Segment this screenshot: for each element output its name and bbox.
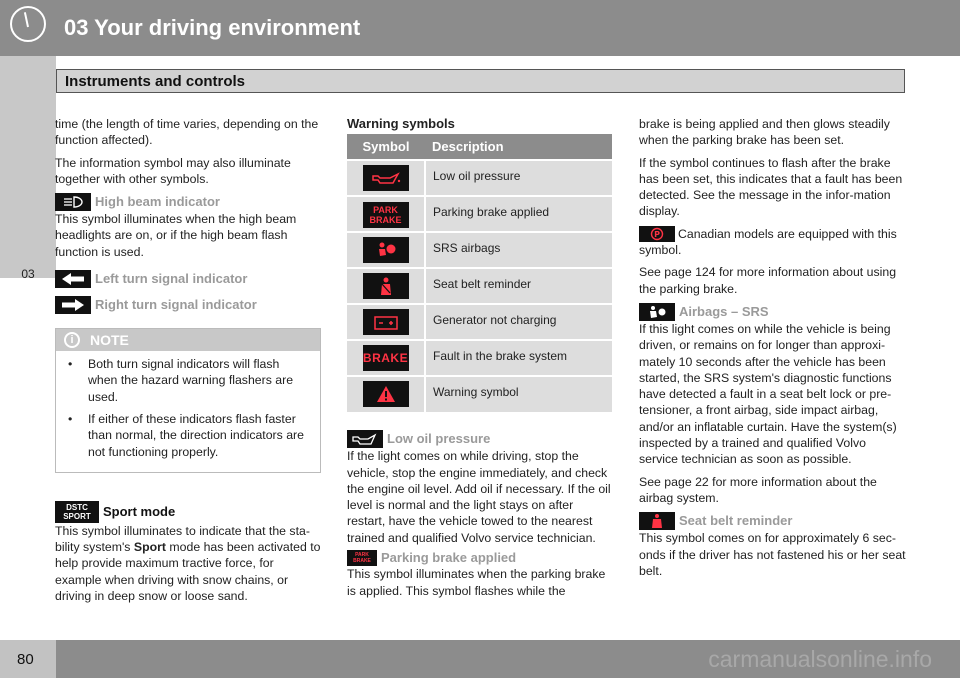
- canada-paragraph: [639, 226, 907, 259]
- column-middle: [347, 116, 612, 605]
- table-row: [347, 160, 612, 196]
- bold-text: Sport: [133, 540, 166, 555]
- paragraph: See page 124 for more information about using the parking brake.: [639, 265, 897, 296]
- table-row: [347, 268, 612, 304]
- right-turn-title: Right turn signal indicator: [95, 296, 257, 312]
- svg-text:P: P: [654, 229, 660, 239]
- icon-text: DSTC: [66, 502, 88, 512]
- column-left: [55, 116, 321, 610]
- column-header: Description: [425, 134, 612, 160]
- description-cell: Low oil pressure: [425, 160, 612, 196]
- paragraph: brake is being applied and then glows steadily when the parking brake has been set.: [639, 117, 890, 148]
- watermark: carmanualsonline.info: [708, 646, 932, 672]
- warning-triangle-icon: [363, 381, 409, 407]
- symbol-cell: [347, 268, 425, 304]
- airbags-title: Airbags – SRS: [679, 303, 769, 319]
- description-cell: Warning symbol: [425, 376, 612, 412]
- symbol-cell: [347, 340, 425, 376]
- symbol-cell: [347, 304, 425, 340]
- table-row: [347, 232, 612, 268]
- left-turn-title: Left turn signal indicator: [95, 270, 248, 286]
- high-beam-heading: [55, 193, 321, 211]
- table-header-row: [347, 134, 612, 160]
- text: mode has been activated to help provide maximum tractive force, for example when driving with snow chains, or driving in deep snow or loose sand.: [55, 540, 321, 604]
- gauge-icon: [10, 6, 46, 42]
- right-turn-heading: [55, 296, 321, 314]
- high-beam-title: High beam indicator: [95, 194, 220, 210]
- warning-symbols-table: [347, 134, 612, 412]
- paragraph: The information symbol may also illuminate together with other symbols.: [55, 155, 291, 186]
- seat-belt-icon: [639, 512, 675, 530]
- symbol-cell: [347, 196, 425, 232]
- side-tab-label: 03: [21, 267, 35, 281]
- park-body: This symbol illuminates when the parking brake is applied. This symbol flashes while the: [347, 567, 606, 598]
- info-icon: i: [64, 332, 80, 348]
- seatbelt-heading: [639, 512, 907, 530]
- seatbelt-body: This symbol comes on for approximately 6 sec-onds if the driver has not fastened his or her seat belt.: [639, 531, 906, 578]
- table-row: [347, 304, 612, 340]
- battery-icon: [363, 309, 409, 335]
- note-box: [55, 328, 321, 473]
- icon-text: SPORT: [63, 511, 91, 521]
- srs-airbag-icon: [363, 237, 409, 263]
- park-heading: [347, 550, 612, 566]
- text: This symbol illuminates to indicate that the sta-bility system's: [55, 523, 310, 555]
- text: Canadian models are equipped with this symbol.: [639, 226, 897, 258]
- p-circle-icon: [639, 226, 675, 242]
- side-chapter-tab: [0, 56, 56, 281]
- section-title: Instruments and controls: [65, 73, 246, 90]
- description-cell: SRS airbags: [425, 232, 612, 268]
- srs-airbag-icon: [639, 303, 675, 321]
- left-arrow-icon: [55, 270, 91, 288]
- park-brake-icon: PARK BRAKE: [363, 202, 409, 228]
- description-cell: Generator not charging: [425, 304, 612, 340]
- table-row: [347, 376, 612, 412]
- sport-heading: [55, 501, 321, 523]
- page-header: [0, 0, 960, 56]
- right-arrow-icon: [55, 296, 91, 314]
- oil-heading: [347, 430, 612, 448]
- airbags-body: If this light comes on while the vehicle is being driven, or remains on for longer than approxi-mately 10 seconds after the vehicle has been started, the SRS system's diagnostic functions have detected a fault in a seat belt lock or pre-tensioner, a front airbag, side impact airbag, and/or an inflatable curtain. Have the system(s) inspected by a trained and qualified Volvo service technician as soon as possible.: [639, 321, 897, 467]
- description-cell: Seat belt reminder: [425, 268, 612, 304]
- left-turn-heading: [55, 270, 321, 288]
- list-item: • Both turn signal indicators will flash when the hazard warning flashers are used.: [64, 356, 312, 405]
- section-bar: [56, 69, 905, 93]
- high-beam-icon: [55, 193, 91, 211]
- table-row: [347, 196, 612, 232]
- airbags-heading: [639, 303, 907, 321]
- symbol-cell: [347, 376, 425, 412]
- park-title: Parking brake applied: [381, 550, 517, 566]
- oil-title: Low oil pressure: [387, 431, 491, 447]
- description-cell: Fault in the brake system: [425, 340, 612, 376]
- note-list: [56, 351, 320, 472]
- brake-icon: [363, 345, 409, 371]
- table-row: [347, 340, 612, 376]
- sport-title: Sport mode: [103, 503, 176, 519]
- note-title: NOTE: [90, 331, 129, 348]
- symbol-cell: [347, 160, 425, 196]
- paragraph: If the symbol continues to flash after the brake has been set, this indicates that a fault has been detected. See the message in the infor-mation display.: [639, 155, 903, 219]
- page-number: 80: [17, 651, 34, 668]
- oil-can-icon: [363, 165, 409, 191]
- paragraph: time (the length of time varies, depending on the function affected).: [55, 117, 319, 148]
- list-item: • If either of these indicators flash faster than normal, the direction indicators are not functioning properly.: [64, 411, 312, 460]
- icon-text: BRAKE: [362, 351, 409, 366]
- symbol-cell: [347, 232, 425, 268]
- description-cell: Parking brake applied: [425, 196, 612, 232]
- park-brake-icon: PARK BRAKE: [347, 550, 377, 566]
- warning-symbols-title: Warning symbols: [347, 116, 455, 131]
- oil-can-icon: [347, 430, 383, 448]
- column-right: [639, 116, 907, 585]
- note-header: [56, 329, 320, 351]
- column-header: Symbol: [347, 134, 425, 160]
- seatbelt-title: Seat belt reminder: [679, 513, 793, 529]
- oil-body: If the light comes on while driving, stop the vehicle, stop the engine immediately, and check the engine oil level. Add oil if necessary. If the oil level is normal and the light stays on after restart, have the vehicle towed to the nearest trained and qualified Volvo service technician.: [347, 449, 611, 545]
- high-beam-body: This symbol illuminates when the high beam headlights are on, or if the high beam flash function is used.: [55, 212, 297, 259]
- sport-body: [55, 523, 321, 604]
- seat-belt-icon: [363, 273, 409, 299]
- chapter-title: 03 Your driving environment: [64, 15, 361, 40]
- dstc-sport-icon: [55, 501, 99, 523]
- paragraph: See page 22 for more information about the airbag system.: [639, 474, 877, 505]
